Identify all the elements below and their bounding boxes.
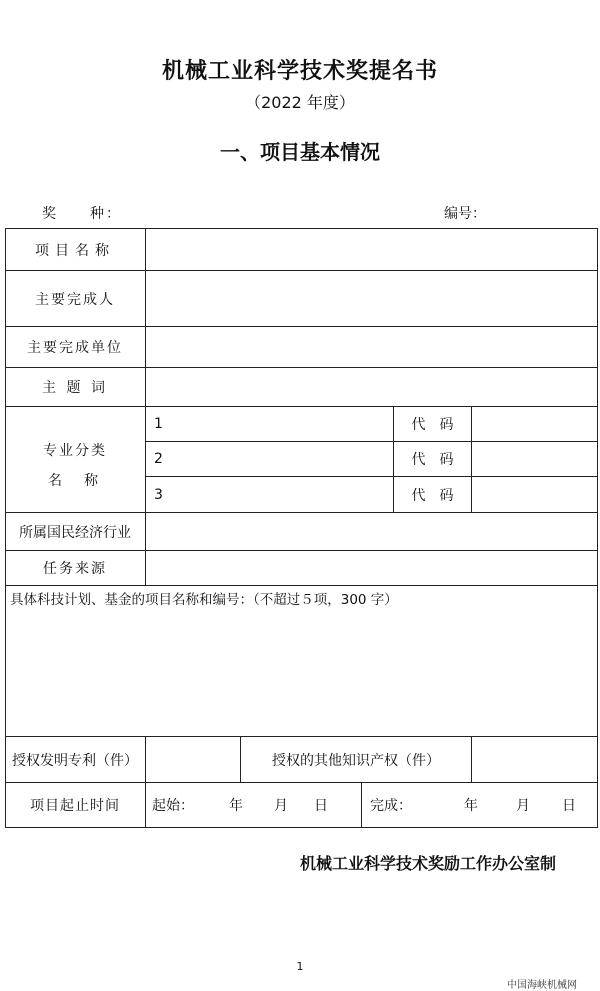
patents-field[interactable] — [146, 737, 240, 782]
task-source-field[interactable] — [146, 551, 597, 585]
project-name-label: 项目名称 — [35, 242, 115, 259]
category-code-label-3: 代 码 — [411, 487, 454, 504]
start-month-label: 月 — [274, 798, 288, 814]
project-name-field[interactable] — [146, 229, 597, 270]
issuer-note: 机械工业科学技术奖励工作办公室制 — [300, 854, 557, 873]
main-contributors-field[interactable] — [146, 271, 597, 326]
category-label-line2: 名 称 — [48, 473, 102, 489]
category-index-2: 2 — [154, 451, 163, 467]
main-contributors-label: 主要完成人 — [35, 291, 115, 308]
category-code-field-1[interactable] — [472, 407, 597, 441]
year-subtitle: （2022 年度） — [245, 93, 355, 112]
award-type-label: 奖 种： — [42, 206, 122, 222]
end-day-label: 日 — [562, 798, 576, 814]
page-title: 机械工业科学技术奖提名书 — [161, 59, 438, 84]
end-year-label: 年 — [464, 798, 478, 814]
industry-field[interactable] — [146, 513, 597, 550]
plans-label: 具体科技计划、基金的项目名称和编号：（不超过５项，300 字） — [10, 592, 398, 608]
section-heading: 一、项目基本情况 — [220, 140, 380, 164]
category-label-line1: 专业分类 — [43, 443, 107, 459]
category-index-3: 3 — [154, 486, 163, 503]
category-index-1: 1 — [154, 416, 163, 432]
category-code-field-2[interactable] — [472, 442, 597, 476]
row-divider — [5, 585, 598, 586]
category-code-label-2: 代 码 — [411, 452, 454, 468]
category-code-label-1: 代 码 — [411, 417, 454, 433]
table-border-right — [597, 228, 598, 828]
period-label: 项目起止时间 — [30, 798, 120, 814]
keywords-label: 主 题 词 — [42, 380, 108, 396]
end-month-label: 月 — [516, 798, 530, 814]
plans-field[interactable] — [6, 608, 597, 735]
other-ip-field[interactable] — [472, 737, 597, 782]
table-border-bottom — [5, 827, 598, 828]
page-number: 1 — [296, 960, 304, 973]
patents-label: 授权发明专利（件） — [12, 752, 138, 769]
period-divider — [361, 782, 362, 828]
industry-label: 所属国民经济行业 — [19, 524, 131, 541]
category-label — [5, 407, 145, 512]
main-units-field[interactable] — [146, 327, 597, 367]
keywords-field[interactable] — [146, 368, 597, 406]
start-label: 起始： — [152, 798, 194, 814]
category-code-field-3[interactable] — [472, 477, 597, 512]
start-day-label: 日 — [314, 798, 328, 814]
task-source-label: 任务来源 — [43, 561, 107, 577]
main-units-label: 主要完成单位 — [27, 340, 123, 356]
other-ip-label: 授权的其他知识产权（件） — [272, 752, 440, 769]
start-year-label: 年 — [229, 798, 243, 814]
watermark-text: 中国海峡机械网 — [507, 980, 577, 991]
number-label: 编号： — [444, 206, 486, 222]
end-label: 完成： — [370, 798, 412, 814]
